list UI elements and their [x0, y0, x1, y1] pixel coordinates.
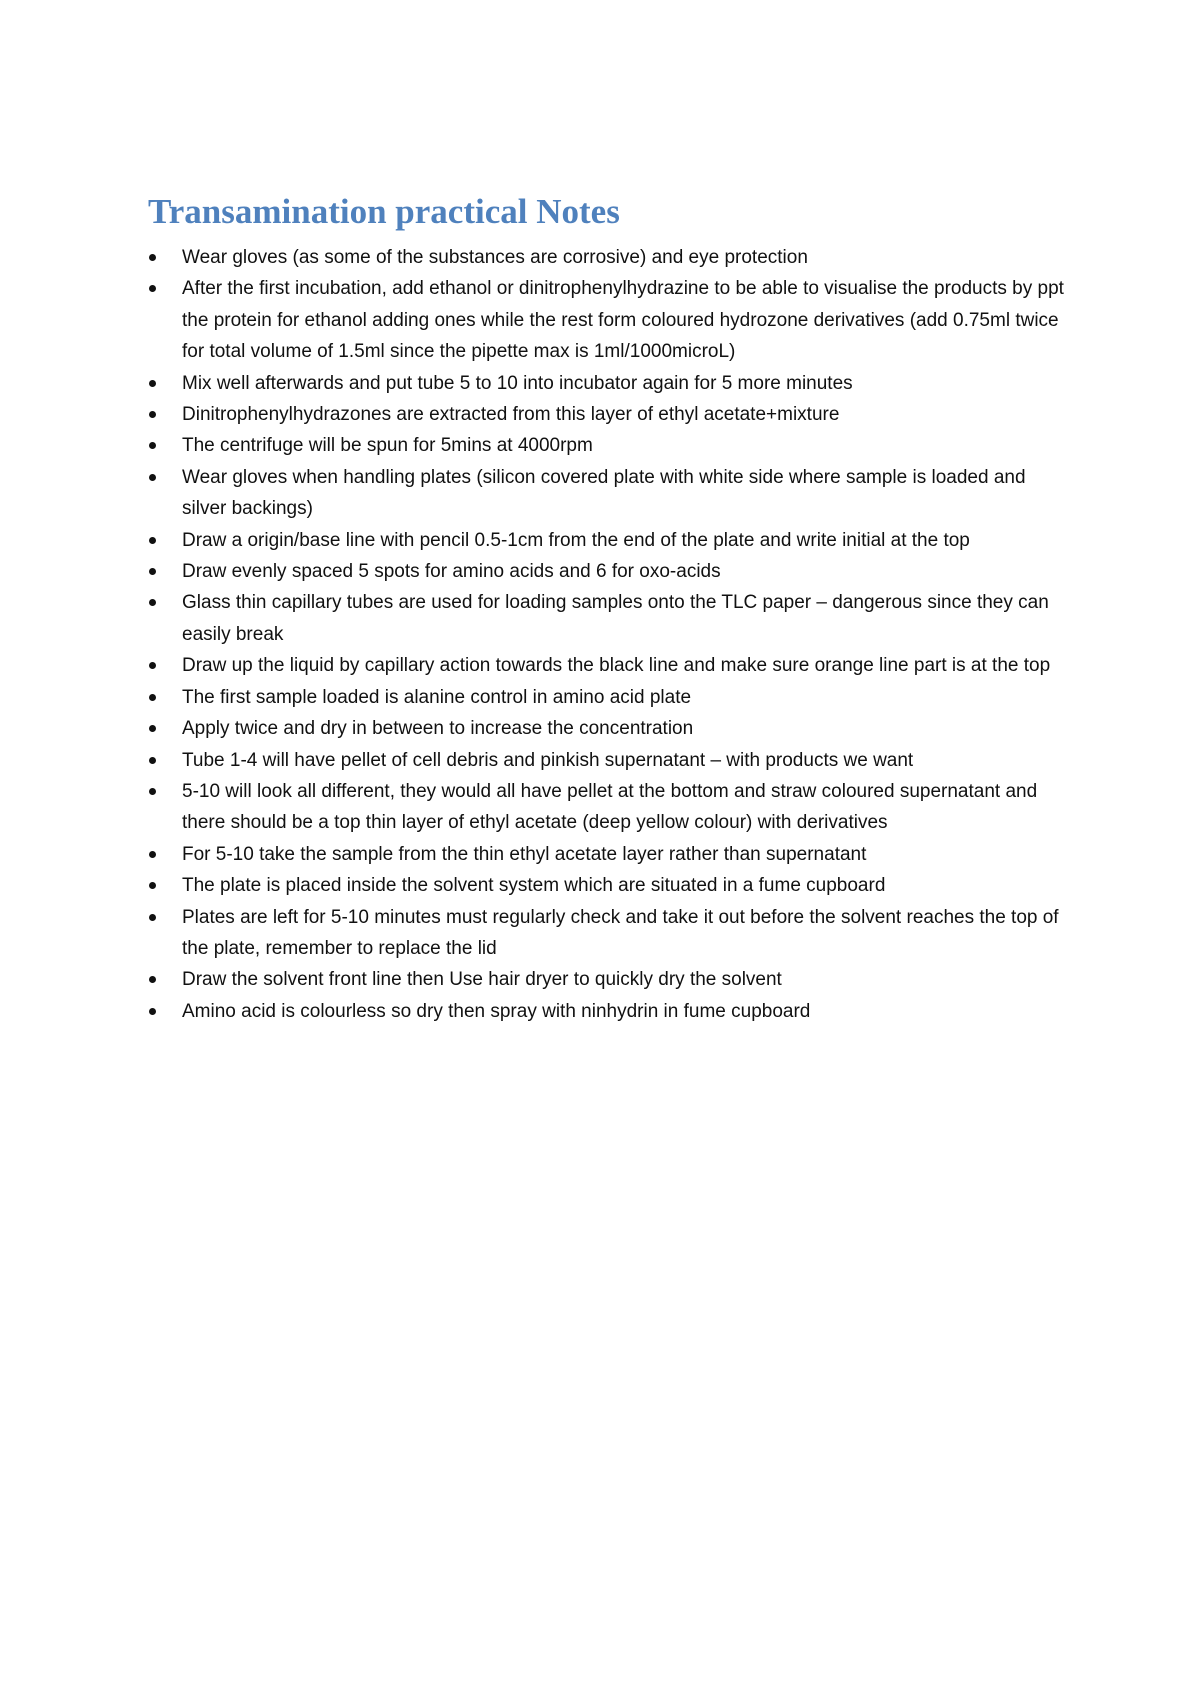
note-text: Wear gloves (as some of the substances are corrosive) and eye protection [182, 247, 808, 268]
list-item [148, 587, 1068, 650]
list-item [148, 399, 1068, 430]
list-item [148, 430, 1068, 461]
list-item [148, 964, 1068, 995]
list-item [148, 996, 1068, 1027]
bullet-dot-icon [149, 1008, 156, 1015]
bullet-dot-icon [149, 882, 156, 889]
bullet-dot-icon [149, 662, 156, 669]
note-text: Plates are left for 5-10 minutes must regularly check and take it out before the solvent reaches the top of the plate, remember to replace the lid [182, 906, 1059, 959]
note-text: Glass thin capillary tubes are used for loading samples onto the TLC paper – dangerous since they can easily break [182, 592, 1049, 645]
note-text: Dinitrophenylhydrazones are extracted from this layer of ethyl acetate+mixture [182, 404, 840, 426]
notes-list [148, 242, 1068, 1027]
note-text: Mix well afterwards and put tube 5 to 10 into incubator again for 5 more minutes [182, 372, 853, 394]
bullet-dot-icon [149, 254, 156, 261]
bullet-dot-icon [149, 976, 156, 983]
bullet-dot-icon [149, 380, 156, 387]
bullet-dot-icon [149, 474, 156, 481]
bullet-dot-icon [149, 757, 156, 764]
note-text: Draw the solvent front line then Use hair dryer to quickly dry the solvent [182, 969, 782, 991]
bullet-dot-icon [149, 568, 156, 575]
list-item [148, 273, 1068, 367]
bullet-dot-icon [149, 537, 156, 544]
bullet-dot-icon [149, 851, 156, 858]
note-text: Apply twice and dry in between to increase the concentration [182, 718, 694, 740]
note-text: For 5-10 take the sample from the thin ethyl acetate layer rather than supernatant [182, 843, 867, 865]
note-text: Draw evenly spaced 5 spots for amino acids and 6 for oxo-acids [182, 561, 721, 583]
list-item [148, 525, 1068, 556]
list-item [148, 650, 1068, 681]
bullet-dot-icon [149, 411, 156, 418]
note-text: 5-10 will look all different, they would all have pellet at the bottom and straw coloured supernatant and there should be a top thin layer of ethyl acetate (deep yellow colour) with derivatives [182, 780, 1038, 834]
list-item [148, 242, 1068, 273]
note-text: After the first incubation, add ethanol or dinitrophenylhydrazine to be able to visualise the products by ppt the protein for ethanol adding ones while the rest form coloured hydrozone derivatives (add 0.75ml twice for total volume of 1.5ml since the pipette max is 1ml/1000microL) [182, 278, 1064, 363]
list-item [148, 713, 1068, 744]
list-item [148, 839, 1068, 870]
note-text: The first sample loaded is alanine control in amino acid plate [182, 686, 692, 708]
note-text: Draw up the liquid by capillary action towards the black line and make sure orange line part is at the top [182, 655, 1051, 677]
list-item [148, 682, 1068, 713]
document-title: Transamination practical Notes [148, 192, 620, 231]
note-text: Amino acid is colourless so dry then spray with ninhydrin in fume cupboard [182, 1000, 811, 1022]
note-text: Wear gloves when handling plates (silicon covered plate with white side where sample is loaded and silver backings) [182, 466, 1026, 520]
bullet-dot-icon [149, 694, 156, 701]
list-item [148, 902, 1068, 965]
note-text: Draw a origin/base line with pencil 0.5-1cm from the end of the plate and write initial at the top [182, 529, 970, 551]
list-item [148, 870, 1068, 901]
list-item [148, 368, 1068, 399]
list-item [148, 776, 1068, 839]
bullet-dot-icon [149, 285, 156, 292]
note-text: The plate is placed inside the solvent system which are situated in a fume cupboard [182, 875, 886, 897]
bullet-dot-icon [149, 725, 156, 732]
bullet-dot-icon [149, 914, 156, 921]
bullet-dot-icon [149, 599, 156, 606]
note-text: Tube 1-4 will have pellet of cell debris and pinkish supernatant – with products we want [182, 749, 914, 771]
bullet-dot-icon [149, 788, 156, 795]
list-item [148, 556, 1068, 587]
list-item [148, 462, 1068, 525]
list-item [148, 745, 1068, 776]
bullet-dot-icon [149, 442, 156, 449]
note-text: The centrifuge will be spun for 5mins at 4000rpm [182, 435, 593, 457]
